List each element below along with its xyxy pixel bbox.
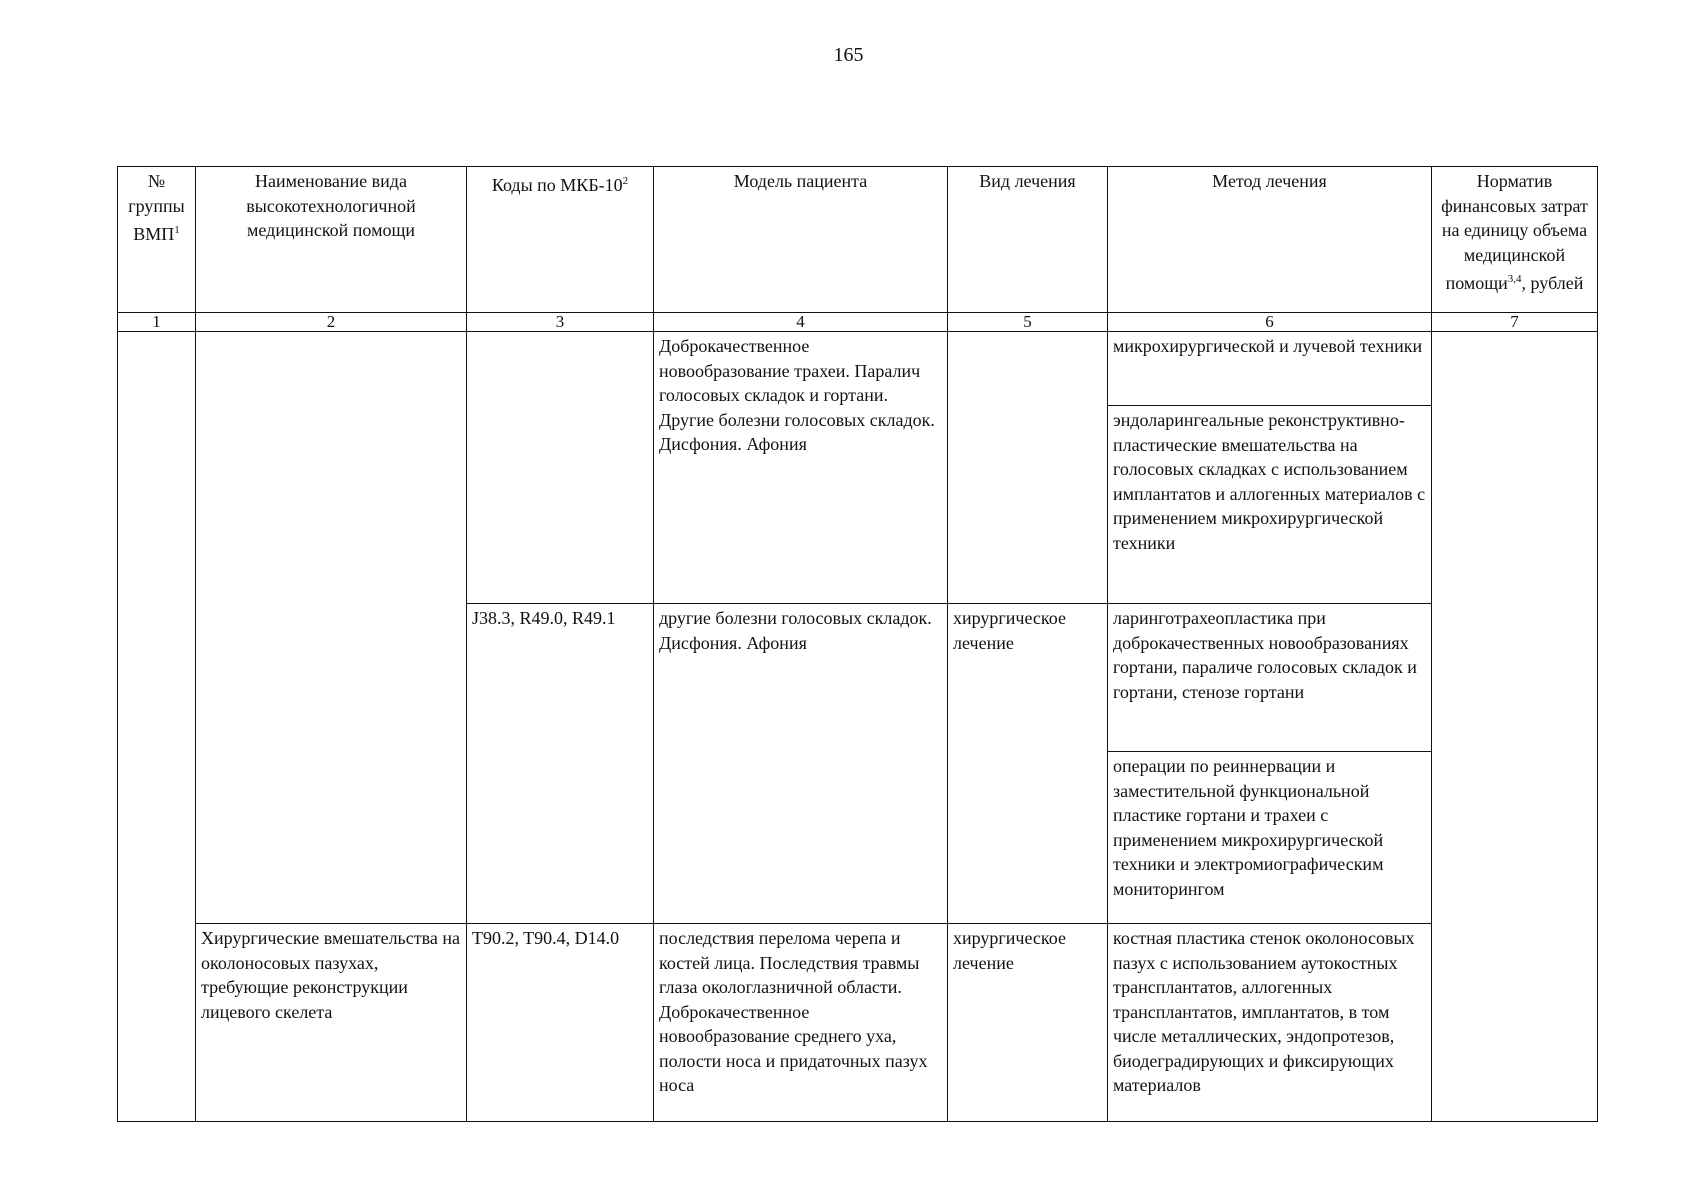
vmp-table bbox=[117, 166, 1598, 1122]
icd-codes-cell: J38.3, R49.0, R49.1 bbox=[467, 604, 654, 924]
header-group-number: № группы ВМП$^1$ bbox=[118, 167, 196, 313]
icd-codes-cell bbox=[467, 332, 654, 604]
column-number: 6 bbox=[1108, 313, 1432, 332]
treatment-method-cell: операции по реиннервации и заместительной функциональной пластике гортани и трахеи с применением микрохирургической техники и электромиографическим мониторингом bbox=[1108, 752, 1432, 924]
patient-model-cell: другие болезни голосовых складок. Дисфония. Афония bbox=[654, 604, 948, 924]
column-number-row bbox=[118, 313, 1598, 332]
header-icd-codes: Коды по МКБ-$10^2$ bbox=[467, 167, 654, 313]
header-treatment-method: Метод лечения bbox=[1108, 167, 1432, 313]
header-care-type: Наименование вида высокотехнологичной медицинской помощи bbox=[196, 167, 467, 313]
table-row bbox=[118, 332, 1598, 406]
treatment-type-cell: хирургическое лечение bbox=[948, 924, 1108, 1122]
treatment-method-cell: костная пластика стенок околоносовых пазух с использованием аутокостных трансплантатов, аллогенных трансплантатов, имплантатов, в том числе металлических, эндопротезов, биодеградирующих и фиксирующих материалов bbox=[1108, 924, 1432, 1122]
header-patient-model: Модель пациента bbox=[654, 167, 948, 313]
financial-norm-cell bbox=[1432, 332, 1598, 1122]
column-number: 3 bbox=[467, 313, 654, 332]
column-number: 1 bbox=[118, 313, 196, 332]
patient-model-cell: последствия перелома черепа и костей лица. Последствия травмы глаза окологлазничной области. Доброкачественное новообразование среднего уха, полости носа и придаточных пазух носа bbox=[654, 924, 948, 1122]
header-financial-norm: Норматив финансовых затрат на единицу объема медицинской помощи$^{3,4}$, рублей bbox=[1432, 167, 1598, 313]
group-number-cell bbox=[118, 332, 196, 1122]
header-treatment-type: Вид лечения bbox=[948, 167, 1108, 313]
patient-model-cell: Доброкачественное новообразование трахеи. Паралич голосовых складок и гортани. Другие болезни голосовых складок. Дисфония. Афония bbox=[654, 332, 948, 604]
treatment-method-cell: ларинготрахеопластика при доброкачественных новообразованиях гортани, параличе голосовых складок и гортани, стенозе гортани bbox=[1108, 604, 1432, 752]
column-number: 4 bbox=[654, 313, 948, 332]
care-type-cell bbox=[196, 332, 467, 924]
page-number: 165 bbox=[833, 44, 864, 66]
table-row bbox=[118, 924, 1598, 1122]
treatment-type-cell: хирургическое лечение bbox=[948, 604, 1108, 924]
column-number: 2 bbox=[196, 313, 467, 332]
column-number: 5 bbox=[948, 313, 1108, 332]
header-row bbox=[118, 167, 1598, 313]
care-type-cell: Хирургические вмешательства на околоносовых пазухах, требующие реконструкции лицевого скелета bbox=[196, 924, 467, 1122]
icd-codes-cell: T90.2, T90.4, D14.0 bbox=[467, 924, 654, 1122]
column-number: 7 bbox=[1432, 313, 1598, 332]
treatment-method-cell: микрохирургической и лучевой техники bbox=[1108, 332, 1432, 406]
treatment-type-cell bbox=[948, 332, 1108, 604]
treatment-method-cell: эндоларингеальные реконструктивно-пластические вмешательства на голосовых складках с использованием имплантатов и аллогенных материалов с применением микрохирургической техники bbox=[1108, 406, 1432, 604]
